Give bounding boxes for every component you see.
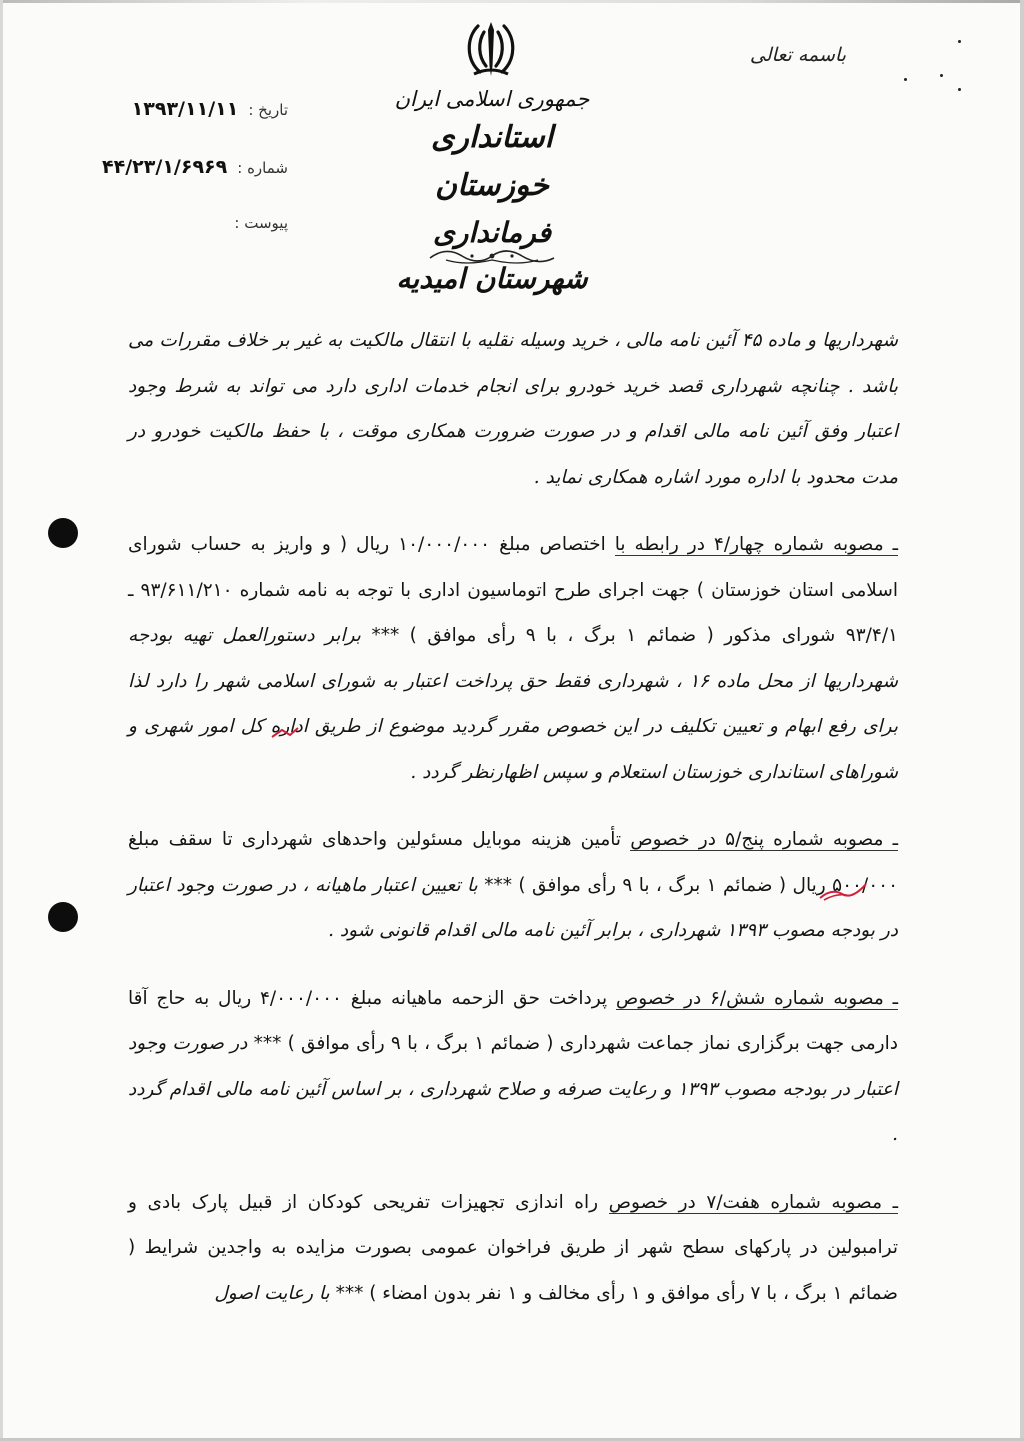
scan-edge-top (0, 0, 1024, 3)
scan-speck (958, 88, 961, 91)
scan-speck (940, 74, 943, 77)
resolution-4-typed: اختصاص مبلغ ۱۰/۰۰۰/۰۰۰ ریال ( و واریز به حساب شورای اسلامی استان خوزستان ) جهت اجرای طرح اتوماسیون اداری با توجه به نامه شماره ۹۳/۶۱۱/۲۱۰ ـ ۹۳/۴/۱ شورای مذکور ( ضمائم ۱ برگ ، با ۹ رأی موافق ) *** (128, 534, 898, 646)
resolution-4 (128, 522, 898, 795)
letterhead-province: استانداری خوزستان (430, 120, 554, 203)
punch-hole (48, 902, 78, 932)
date-label: تاریخ : (248, 101, 288, 119)
flourish-ornament-icon (426, 244, 558, 268)
scan-speck (904, 78, 907, 81)
punch-hole (48, 518, 78, 548)
red-pen-mark (818, 880, 868, 902)
number-value: ۴۴/۲۳/۱/۶۹۶۹ (102, 156, 228, 178)
resolution-7-handwritten: با رعایت اصول (214, 1282, 336, 1304)
resolution-5-heading: ـ مصوبه شماره پنج/۵ در خصوص (630, 829, 898, 850)
iran-emblem-icon (458, 16, 524, 82)
scan-edge-right (1020, 0, 1024, 1441)
resolution-6 (128, 976, 898, 1158)
red-pen-mark (270, 726, 300, 740)
attachment-row (88, 214, 288, 272)
attachment-label: پیوست : (234, 214, 288, 232)
salutation: باسمه تعالی (749, 44, 846, 66)
date-row (88, 98, 288, 156)
letterhead-country: جمهوری اسلامی ایران (394, 87, 590, 111)
resolution-7-typed: راه اندازی تجهیزات تفریحی کودکان از قبیل پارک بادی و ترامبولین در پارکهای سطح شهر از طریق فراخوان عمومی بصورت مزایده به واجدین شرایط ( ضمائم ۱ برگ ، با ۷ رأی موافق و ۱ رأی مخالف و ۱ نفر بدون امضاء ) *** (128, 1191, 898, 1304)
resolution-7-heading: ـ مصوبه شماره هفت/۷ در خصوص (608, 1191, 898, 1213)
resolution-4-handwritten: برابر دستورالعمل تهیه بودجه شهرداریها از محل ماده ۱۶ ، شهرداری فقط حق پرداخت اعتبار به شورای اسلامی شهر را دارد لذا برای رفع ابهام و تعیین تکلیف در این خصوص مقرر گردید موضوع از طریق اداره کل امور شهری و شوراهای استانداری خوزستان استعلام و سپس اظهارنظر گردد . (128, 625, 898, 783)
scan-speck (958, 40, 961, 43)
number-row (88, 156, 288, 214)
resolution-5-handwritten: با تعیین اعتبار ماهیانه ، در صورت وجود اعتبار در بودجه مصوب ۱۳۹۳ شهرداری ، برابر آئین نامه مالی اقدام قانونی شود . (128, 874, 898, 941)
resolution-6-handwritten: در صورت وجود اعتبار در بودجه مصوب ۱۳۹۳ و رعایت صرفه و صلاح شهرداری ، بر اساس آئین نامه مالی اقدام گردد . (128, 1033, 898, 1145)
scan-edge-left (0, 0, 3, 1441)
date-value: ۱۳۹۳/۱۱/۱۱ (131, 98, 239, 120)
resolution-4-heading: ـ مصوبه شماره چهار/۴ در رابطه با (614, 534, 898, 555)
resolution-5 (128, 817, 898, 954)
resolution-7 (128, 1180, 898, 1317)
letter-body (128, 318, 898, 1316)
paragraph-intro: شهرداریها و ماده ۴۵ آئین نامه مالی ، خرید وسیله نقلیه با انتقال مالکیت به غیر بر خلاف مقررات می باشد . چنانچه شهرداری قصد خرید خودرو برای انجام خدمات اداری دارد می تواند به شرط وجود اعتبار وفق آئین نامه مالی اقدام و در صورت ضرورت همکاری موقت ، با حفظ مالکیت خودرو در مدت محدود با اداره مورد اشاره همکاری نماید . (128, 330, 898, 488)
resolution-6-heading: ـ مصوبه شماره شش/۶ در خصوص (615, 987, 898, 1009)
resolution-5-typed: تأمین هزینه موبایل مسئولین واحدهای شهرداری تا سقف مبلغ ۵۰۰/۰۰۰ ریال ( ضمائم ۱ برگ ، با ۹ رأی موافق ) *** (128, 829, 899, 896)
number-label: شماره : (237, 159, 288, 177)
letterhead-governorate: فرمانداری شهرستان امیدیه (396, 216, 588, 295)
letter-meta (88, 98, 288, 272)
resolution-6-typed: پرداخت حق الزحمه ماهیانه مبلغ ۴/۰۰۰/۰۰۰ ریال به حاج آقا دارمی جهت برگزاری نماز جماعت شهرداری ( ضمائم ۱ برگ ، با ۹ رأی موافق ) *** (128, 987, 898, 1054)
letterhead (372, 84, 612, 302)
